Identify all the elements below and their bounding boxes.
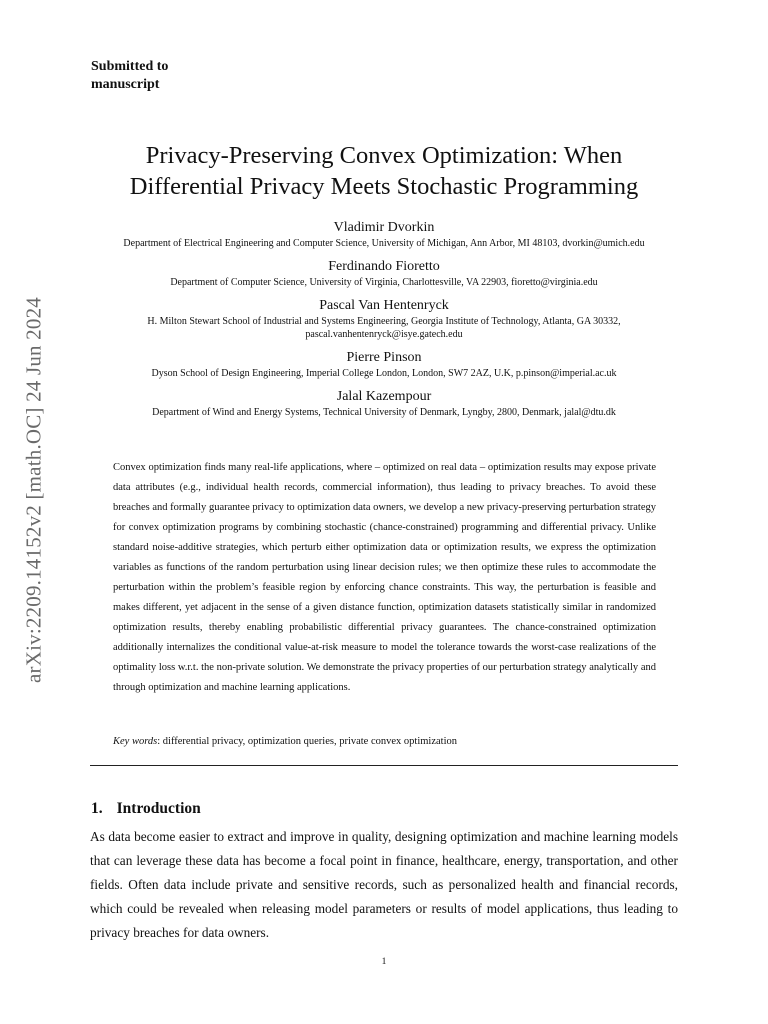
section-number: 1.	[91, 800, 103, 817]
author-block	[90, 388, 678, 419]
keywords-colon: :	[157, 736, 163, 747]
title-line-2: Differential Privacy Meets Stochastic Programming	[129, 173, 639, 200]
author-name: Pascal Van Hentenryck	[319, 298, 449, 313]
author-affiliation: Department of Wind and Energy Systems, Technical University of Denmark, Lyngby, 2800, Denmark, jalal@dtu.dk	[152, 407, 616, 418]
manuscript-label: manuscript	[91, 77, 160, 92]
author-affiliation: Department of Computer Science, University of Virginia, Charlottesville, VA 22903, fioretto@virginia.edu	[170, 277, 598, 288]
author-affiliation: Dyson School of Design Engineering, Imperial College London, London, SW7 2AZ, U.K, p.pinson@imperial.ac.uk	[151, 368, 617, 379]
keywords	[113, 735, 656, 749]
horizontal-divider	[90, 765, 678, 766]
author-affiliation: H. Milton Stewart School of Industrial and Systems Engineering, Georgia Institute of Technology, Atlanta, GA 30332, pascal.vanhentenryck@isye.gatech.edu	[147, 316, 621, 340]
author-name: Vladimir Dvorkin	[333, 220, 435, 235]
author-block	[90, 349, 678, 380]
author-block	[90, 297, 678, 341]
section-heading	[91, 800, 201, 818]
abstract: Convex optimization finds many real-life applications, where – optimized on real data – optimization results may expose private data attributes (e.g., individual health records, commercial information), thus leading to privacy breaches. To avoid these breaches and formally guarantee privacy to optimization data owners, we develop a new privacy-preserving perturbation strategy for convex optimization programs by combining stochastic (chance-constrained) programming and differential privacy. Unlike standard noise-additive strategies, which perturb either optimization data or optimization results, we express the optimization variables as functions of the random perturbation using linear decision rules; we then optimize these rules to accommodate the perturbation within the problem’s feasible region by enforcing chance constraints. This way, the perturbation is feasible and makes different, yet adjacent in the sense of a given distance function, optimization datasets statistically similar in randomized optimization results, thereby enabling probabilistic differential privacy guarantees. The chance-constrained optimization additionally internalizes the conditional value-at-risk measure to model the tolerance towards the worst-case realizations of the optimality loss w.r.t. the non-private solution. We demonstrate the privacy properties of our perturbation strategy analytically and through optimization and machine learning applications.	[113, 461, 656, 693]
author-block	[90, 219, 678, 250]
keywords-text: differential privacy, optimization queries, private convex optimization	[162, 736, 457, 747]
author-block	[90, 258, 678, 289]
author-list	[90, 219, 678, 427]
section-title: Introduction	[116, 800, 201, 817]
author-name: Pierre Pinson	[346, 350, 422, 365]
author-name: Jalal Kazempour	[336, 389, 432, 404]
intro-paragraph: As data become easier to extract and improve in quality, designing optimization and machine learning models that can leverage these data has become a focal point in finance, healthcare, energy, transportation, and other fields. Often data include private and sensitive records, such as personalized health and financial records, which could be revealed when releasing model parameters or results of model applications, thus leading to privacy breaches for data owners.	[90, 829, 678, 940]
submitted-to-label: Submitted to	[91, 59, 169, 74]
paper-title	[90, 140, 678, 202]
submission-header	[91, 58, 168, 94]
author-affiliation: Department of Electrical Engineering and Computer Science, University of Michigan, Ann Arbor, MI 48103, dvorkin@umich.edu	[123, 238, 645, 249]
author-name: Ferdinando Fioretto	[328, 259, 440, 274]
title-line-1: Privacy-Preserving Convex Optimization: When	[145, 142, 623, 169]
keywords-label: Key words	[113, 736, 158, 747]
page-number: 1	[381, 957, 387, 967]
arxiv-identifier: arXiv:2209.14152v2 [math.OC] 24 Jun 2024	[21, 297, 46, 683]
